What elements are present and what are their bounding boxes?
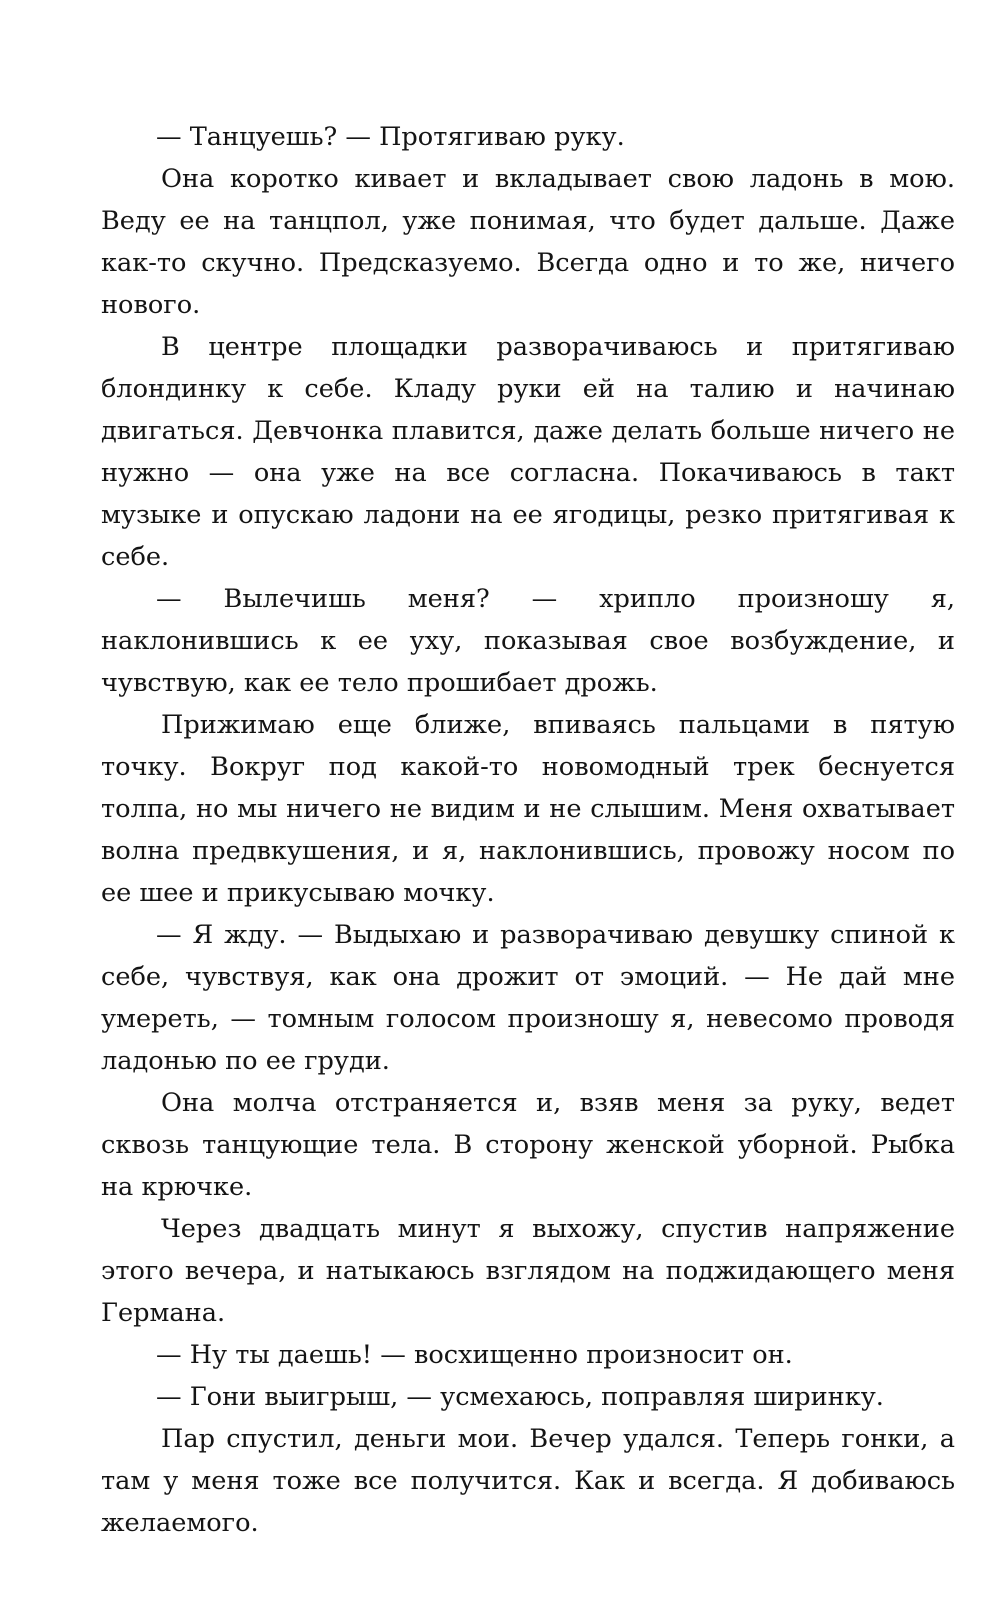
book-page-text [101, 116, 955, 1544]
paragraph-9: — Ну ты даешь! — восхищенно произносит он. [156, 1340, 793, 1370]
paragraph-8: Через двадцать минут я выхожу, спустив напряжение этого вечера, и натыкаюсь взглядом на поджидающего меня Германа. [101, 1214, 955, 1328]
paragraph-5: Прижимаю еще ближе, впиваясь пальцами в пятую точку. Вокруг под какой-то новомодный трек беснуется толпа, но мы ничего не видим и не слышим. Меня охватывает волна предвкушения, и я, наклонившись, провожу носом по ее шее и прикусываю мочку. [101, 710, 955, 908]
paragraph-10: — Гони выигрыш, — усмехаюсь, поправляя ширинку. [156, 1382, 884, 1412]
paragraph-6: — Я жду. — Выдыхаю и разворачиваю девушку спиной к себе, чувствуя, как она дрожит от эмоций. — Не дай мне умереть, — томным голосом произношу я, невесомо проводя ладонью по ее груди. [101, 920, 955, 1076]
paragraph-1: — Танцуешь? — Протягиваю руку. [156, 122, 625, 152]
paragraph-7: Она молча отстраняется и, взяв меня за руку, ведет сквозь танцующие тела. В сторону женской уборной. Рыбка на крючке. [101, 1088, 955, 1202]
paragraph-3: В центре площадки разворачиваюсь и притягиваю блондинку к себе. Кладу руки ей на талию и начинаю двигаться. Девчонка плавится, даже делать больше ничего не нужно — она уже на все согласна. Покачиваюсь в такт музыке и опускаю ладони на ее ягодицы, резко притягивая к себе. [101, 332, 955, 572]
paragraph-11: Пар спустил, деньги мои. Вечер удался. Теперь гонки, а там у меня тоже все получится. Как и всегда. Я добиваюсь желаемого. [101, 1424, 955, 1538]
paragraph-4: — Вылечишь меня? — хрипло произношу я, наклонившись к ее уху, показывая свое возбуждение, и чувствую, как ее тело прошибает дрожь. [101, 584, 955, 698]
paragraph-2: Она коротко кивает и вкладывает свою ладонь в мою. Веду ее на танцпол, уже понимая, что будет дальше. Даже как-то скучно. Предсказуемо. Всегда одно и то же, ничего нового. [101, 164, 955, 320]
